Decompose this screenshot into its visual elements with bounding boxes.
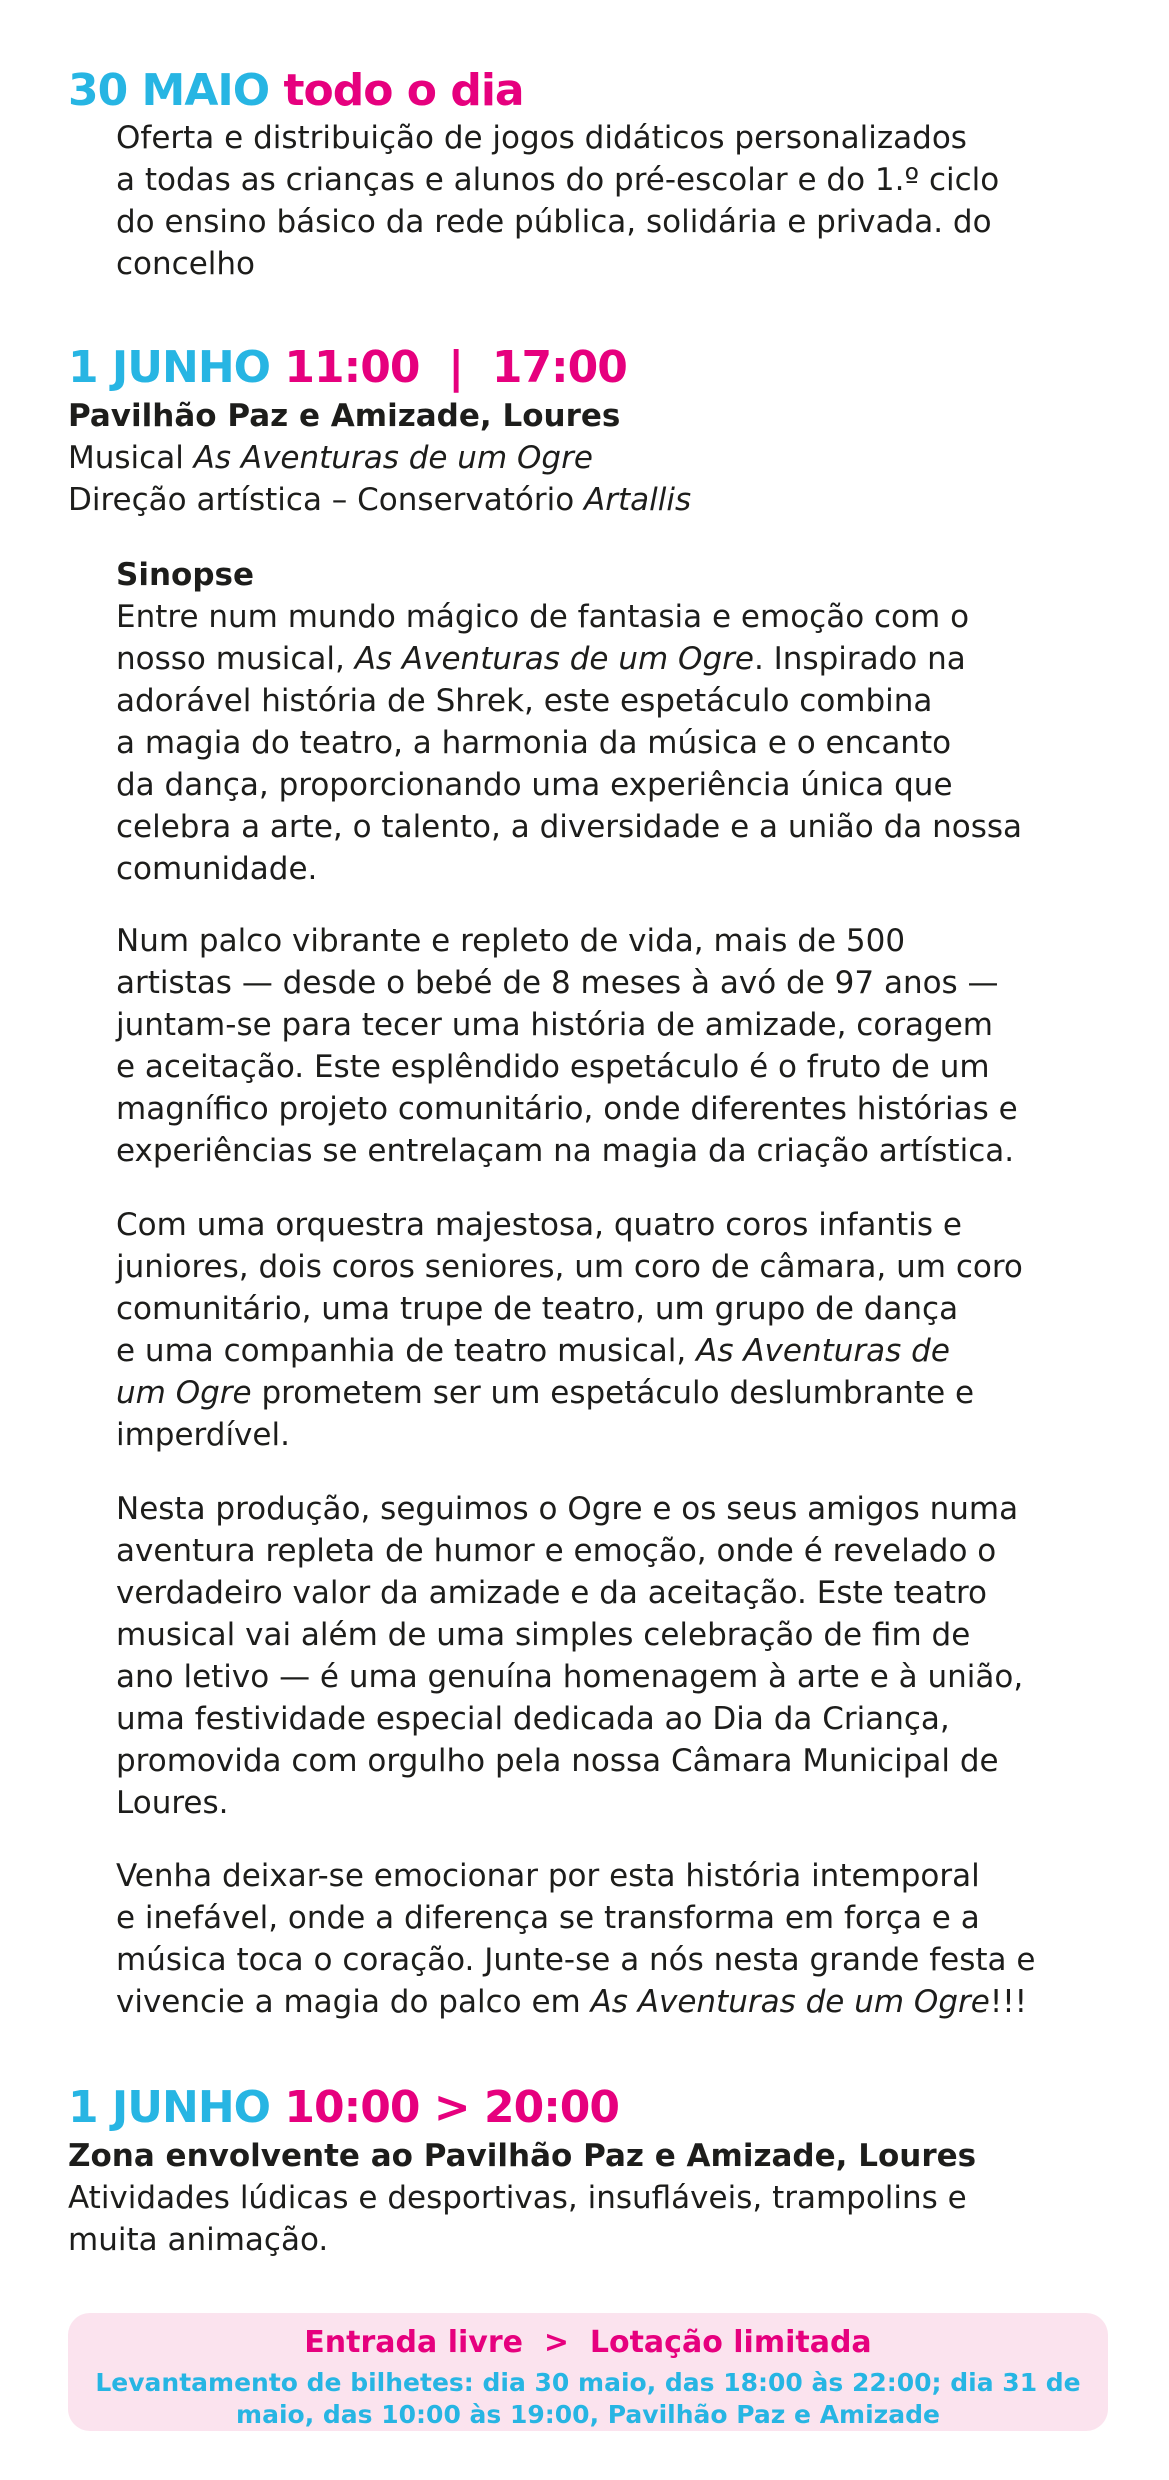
section2-time: 11:00 | 17:00: [284, 342, 627, 393]
text-run: !!!: [989, 1984, 1028, 2020]
text-run: e uma companhia de teatro musical,: [116, 1333, 697, 1369]
section1-line: a todas as crianças e alunos do pré-escolar e do 1.º ciclo: [116, 162, 1000, 198]
section2-details: [68, 395, 691, 521]
synopsis-p5-line: e inefável, onde a diferença se transforma em força e a: [116, 1900, 980, 1936]
section1-time: todo o dia: [283, 65, 524, 116]
section2-venue: Pavilhão Paz e Amizade, Loures: [68, 398, 621, 434]
section1-line: Oferta e distribuição de jogos didáticos personalizados: [116, 120, 967, 156]
synopsis-p3-line: comunitário, uma trupe de teatro, um grupo de dança: [116, 1291, 959, 1327]
section3-time: 10:00 > 20:00: [284, 2082, 620, 2133]
synopsis-p2-line: juntam-se para tecer uma história de amizade, coragem: [116, 1007, 994, 1043]
synopsis-p3-line: [116, 1372, 1023, 1414]
synopsis-p4-line: musical vai além de uma simples celebração de fim de: [116, 1617, 971, 1653]
synopsis-label: Sinopse: [116, 557, 254, 593]
section2-direction: [68, 479, 691, 521]
section1-line: do ensino básico da rede pública, solidária e privada. do: [116, 204, 992, 240]
synopsis-p3-line: imperdível.: [116, 1417, 290, 1453]
synopsis-p1-line: da dança, proporcionando uma experiência única que: [116, 767, 953, 803]
synopsis-p5-line: Venha deixar-se emocionar por esta história intemporal: [116, 1858, 980, 1894]
section1-line: concelho: [116, 246, 256, 282]
ticket-info: [68, 2367, 1108, 2431]
synopsis-p4-line: aventura repleta de humor e emoção, onde é revelado o: [116, 1533, 997, 1569]
section1-date: 30 MAIO: [68, 65, 270, 116]
synopsis-p2: [116, 920, 1018, 1172]
synopsis-p3: [116, 1204, 1023, 1456]
direction-prefix: Direção artística – Conservatório: [68, 482, 585, 518]
section3-line: Atividades lúdicas e desportivas, insufláveis, trampolins e: [68, 2180, 967, 2216]
section2-heading: [68, 342, 627, 394]
section3-line: muita animação.: [68, 2222, 329, 2258]
synopsis-p1-line: comunidade.: [116, 851, 318, 887]
section1-body: [116, 117, 999, 285]
show-title: As Aventuras de um Ogre: [193, 440, 593, 476]
section3-venue: Zona envolvente ao Pavilhão Paz e Amizade, Loures: [68, 2138, 977, 2174]
synopsis-p3-line: juniores, dois coros seniores, um coro de câmara, um coro: [116, 1249, 1023, 1285]
section2-show: [68, 437, 691, 479]
section1-heading: [68, 65, 524, 117]
synopsis: [116, 554, 1022, 890]
synopsis-p4-line: uma festividade especial dedicada ao Dia da Criança,: [116, 1701, 950, 1737]
direction-name: Artallis: [584, 482, 692, 518]
synopsis-p4-line: Loures.: [116, 1785, 229, 1821]
ticket-info-line: Levantamento de bilhetes: dia 30 maio, das 18:00 às 22:00; dia 31 de: [95, 2368, 1081, 2397]
show-title-inline: um Ogre: [116, 1375, 252, 1411]
text-run: . Inspirado na: [753, 641, 966, 677]
synopsis-p1-line: a magia do teatro, a harmonia da música e o encanto: [116, 725, 952, 761]
ticket-info-line: maio, das 10:00 às 19:00, Pavilhão Paz e Amizade: [236, 2400, 940, 2429]
section2-date: 1 JUNHO: [68, 342, 271, 393]
section3-details: [68, 2135, 976, 2261]
synopsis-p3-line: [116, 1330, 1023, 1372]
synopsis-p1-line: [116, 638, 1022, 680]
section3-date: 1 JUNHO: [68, 2082, 271, 2133]
synopsis-p4-line: Nesta produção, seguimos o Ogre e os seus amigos numa: [116, 1491, 1019, 1527]
section3-heading: [68, 2082, 619, 2134]
synopsis-p2-line: artistas — desde o bebé de 8 meses à avó de 97 anos —: [116, 965, 999, 1001]
show-title-inline: As Aventuras de: [696, 1333, 950, 1369]
synopsis-p5-line: [116, 1981, 1035, 2023]
synopsis-p4-line: promovida com orgulho pela nossa Câmara Municipal de: [116, 1743, 999, 1779]
show-title-inline: As Aventuras de um Ogre: [590, 1984, 990, 2020]
synopsis-p2-line: experiências se entrelaçam na magia da criação artística.: [116, 1133, 1015, 1169]
synopsis-p2-line: magnífico projeto comunitário, onde diferentes histórias e: [116, 1091, 1018, 1127]
text-run: prometem ser um espetáculo deslumbrante e: [251, 1375, 975, 1411]
text-run: vivencie a magia do palco em: [116, 1984, 591, 2020]
synopsis-p1-line: Entre num mundo mágico de fantasia e emoção com o: [116, 599, 970, 635]
synopsis-p2-line: e aceitação. Este esplêndido espetáculo é o fruto de um: [116, 1049, 990, 1085]
synopsis-p4-line: ano letivo — é uma genuína homenagem à arte e à união,: [116, 1659, 1024, 1695]
synopsis-p1-line: celebra a arte, o talento, a diversidade e a união da nossa: [116, 809, 1023, 845]
synopsis-p5: [116, 1855, 1035, 2023]
synopsis-p1-line: adorável história de Shrek, este espetáculo combina: [116, 683, 933, 719]
synopsis-p2-line: Num palco vibrante e repleto de vida, mais de 500: [116, 923, 906, 959]
entry-info: Entrada livre > Lotação limitada: [304, 2325, 872, 2360]
synopsis-p5-line: música toca o coração. Junte-se a nós nesta grande festa e: [116, 1942, 1036, 1978]
synopsis-p4-line: verdadeiro valor da amizade e da aceitação. Este teatro: [116, 1575, 987, 1611]
synopsis-p3-line: Com uma orquestra majestosa, quatro coros infantis e: [116, 1207, 962, 1243]
info-box: [68, 2313, 1108, 2431]
synopsis-p4: [116, 1488, 1023, 1824]
show-prefix: Musical: [68, 440, 194, 476]
text-run: nosso musical,: [116, 641, 355, 677]
show-title-inline: As Aventuras de um Ogre: [354, 641, 754, 677]
